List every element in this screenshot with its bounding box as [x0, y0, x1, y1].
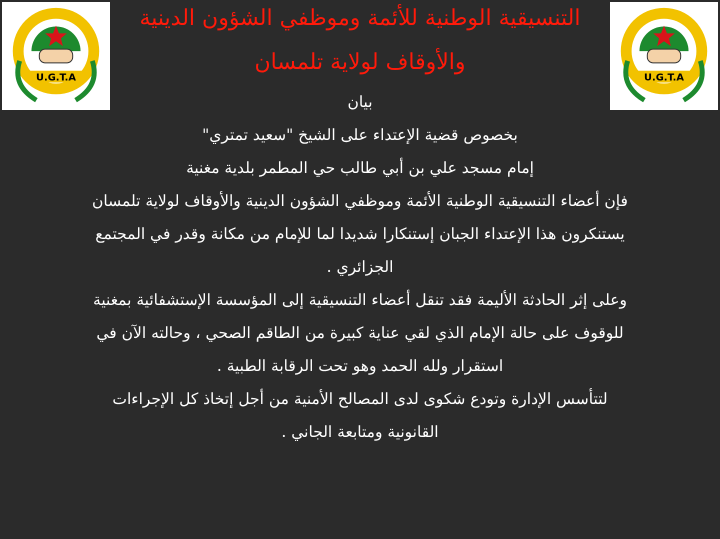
logo-left-label: U.G.T.A [36, 72, 76, 84]
statement-title: بيان [347, 93, 373, 111]
statement-line: استقرار ولله الحمد وهو تحت الرقابة الطبية . [216, 357, 504, 375]
statement-line: الجزائري . [326, 258, 394, 276]
statement-line: وعلى إثر الحادثة الأليمة فقد تنقل أعضاء التنسيقية إلى المؤسسة الإستشفائية بمغنية [93, 291, 627, 309]
header [112, 0, 608, 78]
statement-body [40, 88, 680, 446]
statement-line: بخصوص قضية الإعتداء على الشيخ "سعيد تمتري" [202, 126, 518, 144]
statement-line: للوقوف على حالة الإمام الذي لقي عناية كبيرة من الطاقم الصحي ، وحالته الآن في [96, 324, 624, 342]
header-title-line2: والأوقاف لولاية تلمسان [254, 50, 466, 75]
statement-line: القانونية ومتابعة الجاني . [281, 423, 439, 441]
statement-line: لتتأسس الإدارة وتودع شكوى لدى المصالح الأمنية من أجل إتخاذ كل الإجراءات [112, 390, 608, 408]
statement-line: إمام مسجد علي بن أبي طالب حي المطمر بلدية مغنية [186, 159, 534, 177]
logo-right-label: U.G.T.A [644, 72, 684, 84]
statement-line: يستنكرون هذا الإعتداء الجبان إستنكارا شديدا لما للإمام من مكانة وقدر في المجتمع [95, 225, 625, 243]
header-title-line1: التنسيقية الوطنية للأئمة وموظفي الشؤون الدينية [139, 6, 581, 31]
statement-line: فإن أعضاء التنسيقية الوطنية الأئمة وموظفي الشؤون الدينية والأوقاف لولاية تلمسان [92, 192, 628, 210]
